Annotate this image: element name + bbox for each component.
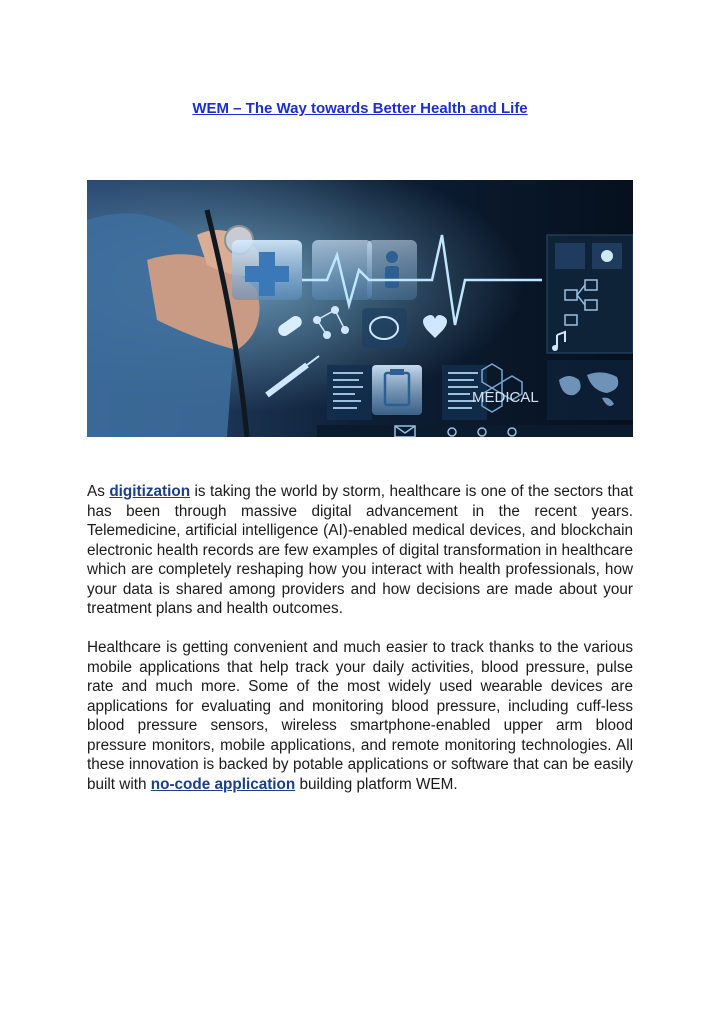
person-icon: [367, 240, 417, 300]
paragraph-1: [87, 482, 633, 619]
paragraph-2: [87, 638, 633, 794]
medical-overlay-label: MEDICAL: [472, 389, 539, 406]
clipboard-icon: [372, 365, 422, 415]
page-title: [0, 100, 720, 118]
paragraph-1-lead: As: [87, 483, 105, 500]
world-map-icon: [547, 360, 633, 420]
medical-cross-icon: [232, 240, 302, 300]
paragraph-1-text: is taking the world by storm, healthcare is one of the sectors that has been through massive digital advancement in the recent years. Telemedicine, artificial intelligence (AI)-enabled medical devices, and blockchain electronic health records are few examples of digital transformation in healthcare which are completely reshaping how you interact with health professionals, how your data is shared among providers and how decisions are made about your treatment plans and health outcomes.: [87, 483, 634, 617]
title-link[interactable]: WEM – The Way towards Better Health and Life: [192, 100, 528, 117]
paragraph-2-text: Healthcare is getting convenient and much easier to track thanks to the various mobile applications that help track your daily activities, blood pressure, pulse rate and much more. Some of the most widely used wearable devices are applications for evaluating and monitoring blood pressure, including cuff-less blood pressure sensors, wireless smartphone-enabled upper arm blood pressure monitors, mobile applications, and remote monitoring technologies. All these innovation is backed by potable applications or software that can be easily built with: [87, 639, 633, 793]
paragraph-2-tail: building platform WEM.: [299, 775, 458, 793]
no-code-application-link[interactable]: no-code application: [150, 775, 296, 793]
brain-icon: [362, 308, 407, 348]
hero-image: [87, 180, 633, 437]
article-body: [87, 482, 633, 814]
digitization-link[interactable]: digitization: [109, 483, 191, 500]
